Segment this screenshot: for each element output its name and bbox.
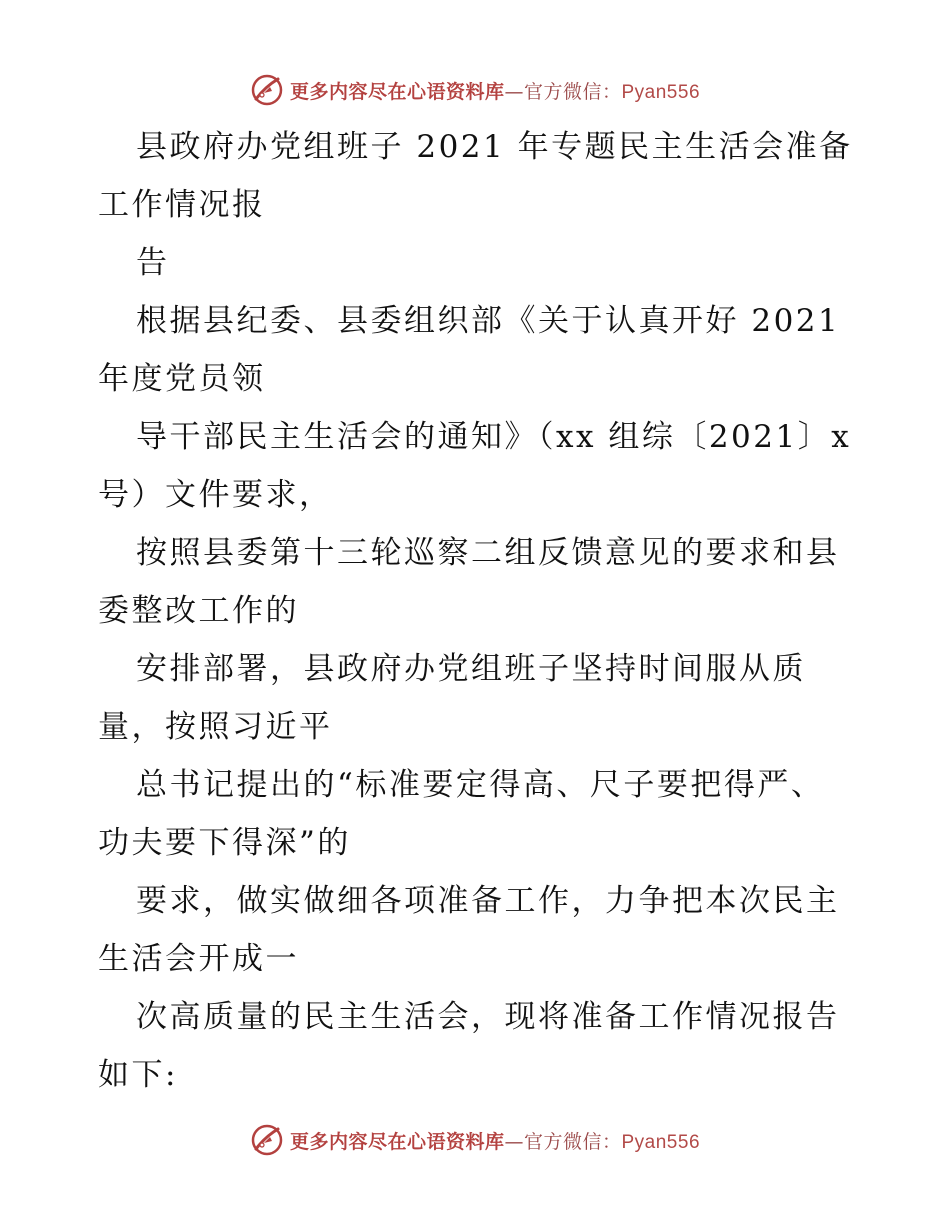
text-line: 量，按照习近平 bbox=[98, 709, 333, 745]
banner-site-name: 更多内容尽在心语资料库 bbox=[289, 80, 505, 103]
text-line: 安排部署，县政府办党组班子坚持时间服从质 bbox=[136, 651, 806, 687]
text-line: 功夫要下得深”的 bbox=[98, 825, 351, 861]
text-line: 生活会开成一 bbox=[98, 941, 299, 977]
text-line: 按照县委第十三轮巡察二组反馈意见的要求和县 bbox=[136, 535, 840, 571]
text-line: 总书记提出的“标准要定得高、尺子要把得严、 bbox=[136, 767, 825, 803]
text-line: 要求，做实做细各项准备工作，力争把本次民主 bbox=[136, 883, 840, 919]
text-line: 如下: bbox=[98, 1057, 178, 1093]
banner-wechat-id: Pyan556 bbox=[621, 81, 701, 103]
footer-watermark-banner bbox=[0, 1120, 950, 1160]
text-line: 次高质量的民主生活会，现将准备工作情况报告 bbox=[136, 999, 840, 1035]
text-line: 县政府办党组班子 2021 年专题民主生活会准备 bbox=[136, 129, 853, 165]
banner-site-name: 更多内容尽在心语资料库 bbox=[289, 1130, 505, 1153]
pen-nib-circle-logo-icon bbox=[250, 1123, 284, 1157]
text-line: 导干部民主生活会的通知》（xx 组综〔2021〕x bbox=[136, 419, 852, 455]
banner-text bbox=[290, 77, 700, 104]
text-line: 告 bbox=[136, 245, 170, 281]
text-line: 号）文件要求， bbox=[98, 477, 333, 513]
document-body bbox=[98, 118, 858, 1104]
banner-wechat-label: —官方微信： bbox=[504, 80, 622, 103]
banner-wechat-label: —官方微信： bbox=[504, 1130, 622, 1153]
text-line: 委整改工作的 bbox=[98, 593, 299, 629]
text-line: 年度党员领 bbox=[98, 361, 266, 397]
pen-nib-circle-logo-icon bbox=[250, 73, 284, 107]
text-line: 根据县纪委、县委组织部《关于认真开好 2021 bbox=[136, 303, 841, 339]
header-watermark-banner bbox=[0, 70, 950, 110]
banner-text bbox=[290, 1127, 700, 1154]
banner-wechat-id: Pyan556 bbox=[621, 1131, 701, 1153]
text-line: 工作情况报 bbox=[98, 187, 266, 223]
